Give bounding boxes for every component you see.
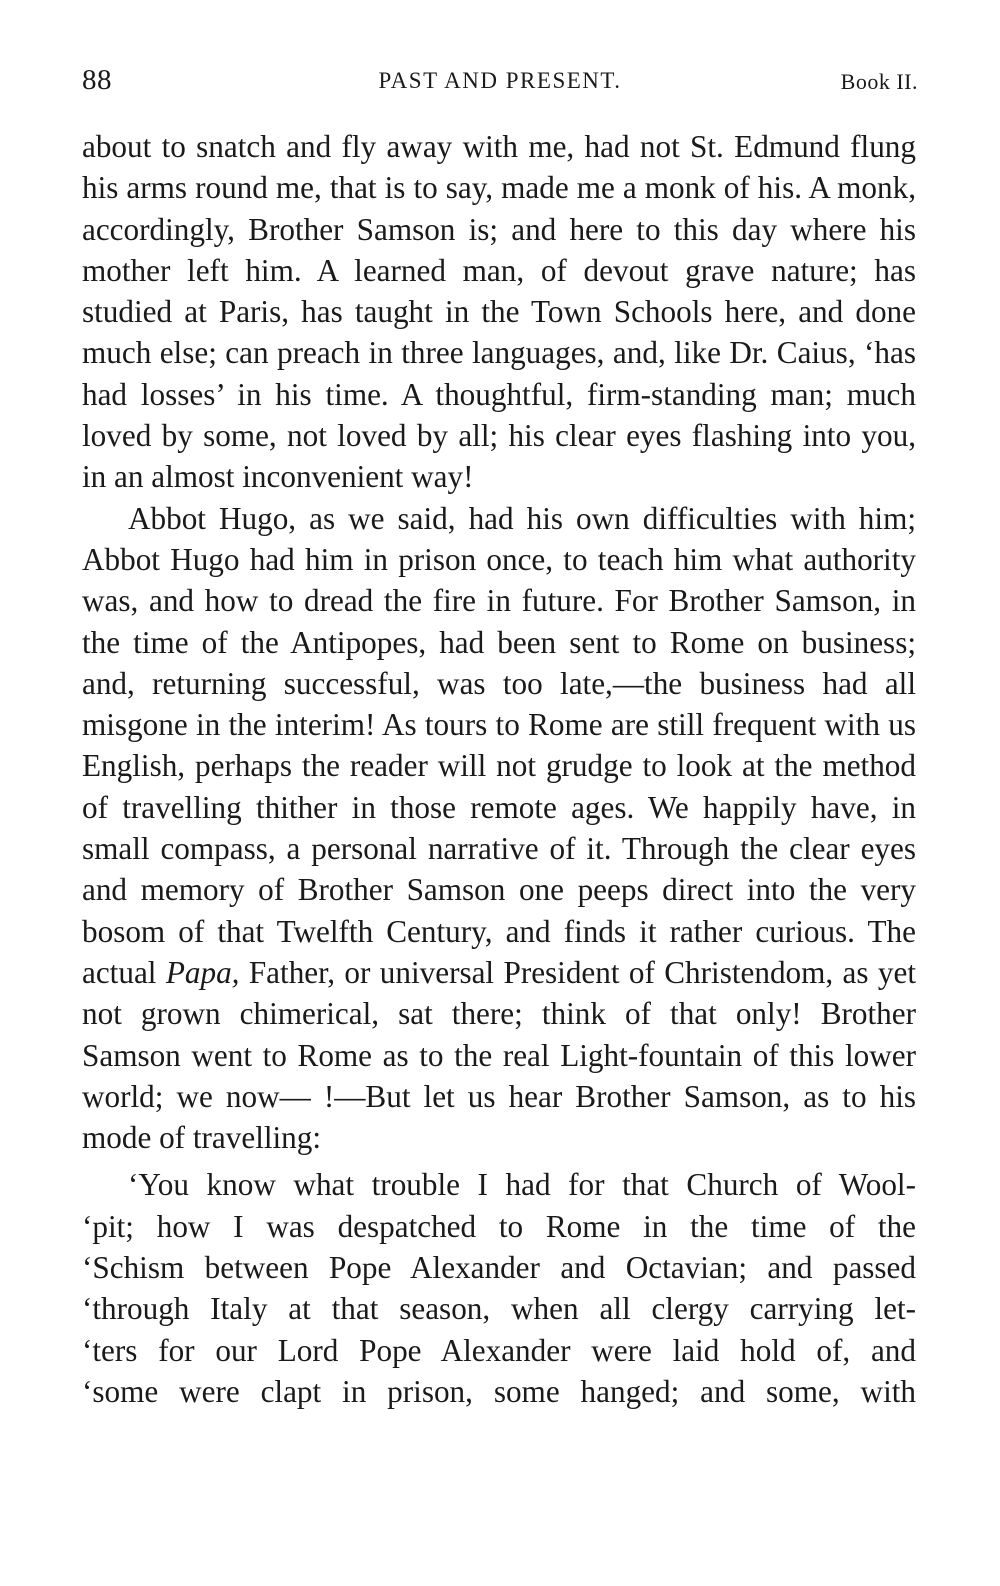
body-text <box>82 126 916 1412</box>
paragraph-1: about to snatch and fly away with me, had not St. Edmund flung his arms round me, that is to say, made me a monk of his. A monk, accordingly, Brother Samson is; and here to this day where his mother left him. A learned man, of devout grave nature; has studied at Paris, has taught in the Town Schools here, and done much else; can preach in three languages, and, like Dr. Caius, ‘has had losses’ in his time. A thoughtful, firm-standing man; much loved by some, not loved by all; his clear eyes flashing into you, in an almost inconvenient way! <box>82 129 916 495</box>
running-head <box>82 60 918 100</box>
paragraph-2 <box>82 498 916 1159</box>
paragraph-2-italic-papa: Papa, <box>165 954 240 990</box>
page-number: 88 <box>82 64 112 96</box>
paragraph-2-text-a: Abbot Hugo, as we said, had his own difficulties with him; Abbot Hugo had him in prison once, to teach him what authority was, and how to dread the fire in future. For Brother Samson, in the time of the Antipopes, had been sent to Rome on business; and, returning successful, was too late,—the business had all misgone in the interim! As tours to Rome are still frequent with us English, perhaps the reader will not grudge to look at the method of travelling thither in those remote ages. We happily have, in small compass, a personal narrative of it. Through the clear eyes and memory of Brother Samson one peeps direct into the very bosom of that Twelfth Century, and finds it rather curious. The actual <box>82 500 916 990</box>
running-title: PAST AND PRESENT. <box>378 68 622 93</box>
quotation <box>82 1164 916 1412</box>
book-label: Book II. <box>840 69 918 94</box>
paragraph-2-text-b: Father, or universal President of Christendom, as yet not grown chimerical, sat there; think of that only! Brother Samson went to Rome as to the real Light-fountain of this lower world; we now— !—But let us hear Brother Samson, as to his mode of travelling: <box>82 954 917 1156</box>
quote-line: ‘ters for our Lord Pope Alexander were laid hold of, and <box>82 1332 916 1368</box>
quote-line: ‘through Italy at that season, when all clergy carrying let- <box>82 1291 916 1327</box>
quote-line: ‘some were clapt in prison, some hanged; and some, with <box>82 1373 916 1409</box>
quote-line: ‘pit; how I was despatched to Rome in the time of the <box>82 1208 916 1244</box>
quote-line: ‘Schism between Pope Alexander and Octavian; and passed <box>82 1250 916 1286</box>
quote-line: ‘You know what trouble I had for that Church of Wool- <box>128 1167 916 1203</box>
